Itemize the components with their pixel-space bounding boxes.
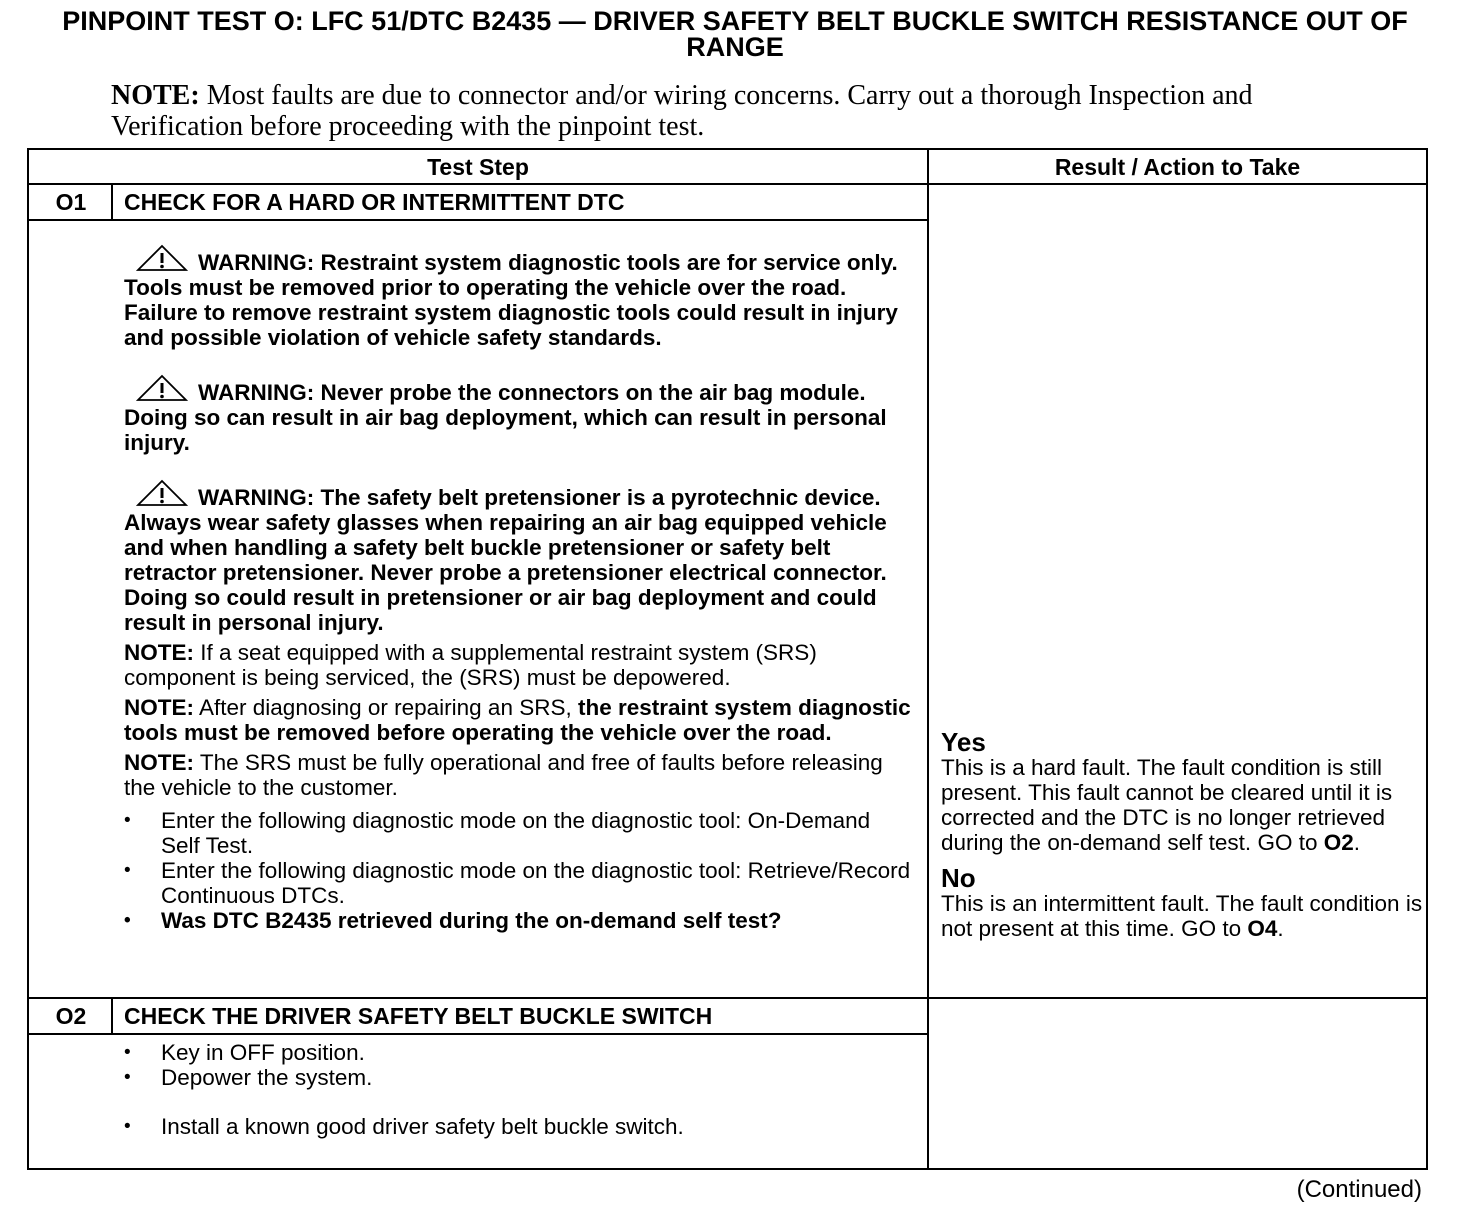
- o1-steps-list: [124, 808, 914, 933]
- o2-heading-rule: [29, 1033, 927, 1035]
- step-id-o1: O1: [55, 189, 87, 215]
- result-yes-end: .: [1353, 830, 1361, 855]
- warning-1-text: WARNING: Restraint system diagnostic tools are for service only. Tools must be removed prior to operating the vehicle over the road. Failure to remove restraint system diagnostic tools could result in injury and possible violation of vehicle safety standards.: [124, 250, 898, 350]
- result-no-text: This is an intermittent fault. The fault condition is not present at this time. GO to: [941, 891, 1423, 941]
- note-2-label: NOTE:: [124, 695, 194, 720]
- column-divider: [927, 150, 929, 1168]
- goto-o2-link[interactable]: O2: [1323, 830, 1354, 855]
- pinpoint-test-table: [27, 148, 1428, 1170]
- note-2-text: After diagnosing or repairing an SRS,: [199, 695, 572, 720]
- page-title: PINPOINT TEST O: LFC 51/DTC B2435 — DRIVER SAFETY BELT BUCKLE SWITCH RESISTANCE OUT OF RANGE: [62, 6, 1408, 62]
- warning-3-text: WARNING: The safety belt pretensioner is a pyrotechnic device. Always wear safety glasses when repairing an air bag equipped vehicle and when handling a safety belt buckle pretensioner or safety belt retractor pretensioner. Never probe a pretensioner electrical connector. Doing so could result in pretensioner or air bag deployment and could result in personal injury.: [124, 485, 887, 635]
- o1-heading-rule: [29, 219, 927, 221]
- list-item: • Enter the following diagnostic mode on the diagnostic tool: On-Demand Self Test.: [124, 808, 914, 858]
- note-3-text: The SRS must be fully operational and free of faults before releasing the vehicle to the customer.: [124, 750, 883, 800]
- list-item-question: • Was DTC B2435 retrieved during the on-demand self test?: [124, 908, 914, 933]
- warning-2-text: WARNING: Never probe the connectors on the air bag module. Doing so can result in air bag deployment, which can result in personal injury.: [124, 380, 887, 455]
- note-1-text: If a seat equipped with a supplemental restraint system (SRS) component is being serviced, the (SRS) must be depowered.: [124, 640, 817, 690]
- step-body-o2: [124, 1040, 914, 1139]
- result-yes-title: Yes: [941, 727, 986, 757]
- warning-triangle-icon: [136, 479, 188, 507]
- intro-note-text: Most faults are due to connector and/or wiring concerns. Carry out a thorough Inspection and Verification before proceeding with the pinpoint test.: [111, 80, 1253, 142]
- result-o1: [941, 729, 1426, 941]
- header-result-action: Result / Action to Take: [1054, 154, 1301, 180]
- note-3: [124, 750, 914, 800]
- warning-1: [124, 244, 914, 350]
- warning-2: [124, 374, 914, 455]
- result-no-body: [941, 891, 1426, 941]
- list-item: • Key in OFF position.: [124, 1040, 914, 1065]
- continued-label: (Continued): [1296, 1176, 1422, 1203]
- warning-triangle-icon: [136, 244, 188, 272]
- list-item: • Depower the system.: [124, 1065, 914, 1090]
- result-yes-text: This is a hard fault. The fault condition is still present. This fault cannot be cleared until it is corrected and the DTC is no longer retrieved during the on-demand self test. GO to: [941, 755, 1393, 855]
- intro-note: [111, 80, 1311, 142]
- result-yes-body: [941, 755, 1426, 855]
- list-item: • Enter the following diagnostic mode on the diagnostic tool: Retrieve/Record Continuous DTCs.: [124, 858, 914, 908]
- goto-o4-link[interactable]: O4: [1247, 916, 1278, 941]
- header-test-step: Test Step: [427, 154, 529, 180]
- step-heading-o2: CHECK THE DRIVER SAFETY BELT BUCKLE SWITCH: [124, 1003, 713, 1029]
- note-3-label: NOTE:: [124, 750, 194, 775]
- step-heading-o1: CHECK FOR A HARD OR INTERMITTENT DTC: [124, 189, 625, 215]
- warning-3: [124, 479, 914, 635]
- note-1: [124, 640, 914, 690]
- o2-steps-list: [124, 1040, 914, 1139]
- result-no-title: No: [941, 863, 976, 893]
- intro-note-label: NOTE:: [111, 80, 200, 111]
- note-2: [124, 695, 914, 745]
- result-no-end: .: [1277, 916, 1284, 941]
- step-body-o1: [124, 244, 914, 933]
- note-1-label: NOTE:: [124, 640, 194, 665]
- note-2-bold-text: the restraint system diagnostic tools must be removed before operating the vehicle over the road.: [124, 695, 911, 745]
- warning-triangle-icon: [136, 374, 188, 402]
- list-item: • Install a known good driver safety belt buckle switch.: [124, 1114, 914, 1139]
- step-id-o2: O2: [55, 1003, 87, 1029]
